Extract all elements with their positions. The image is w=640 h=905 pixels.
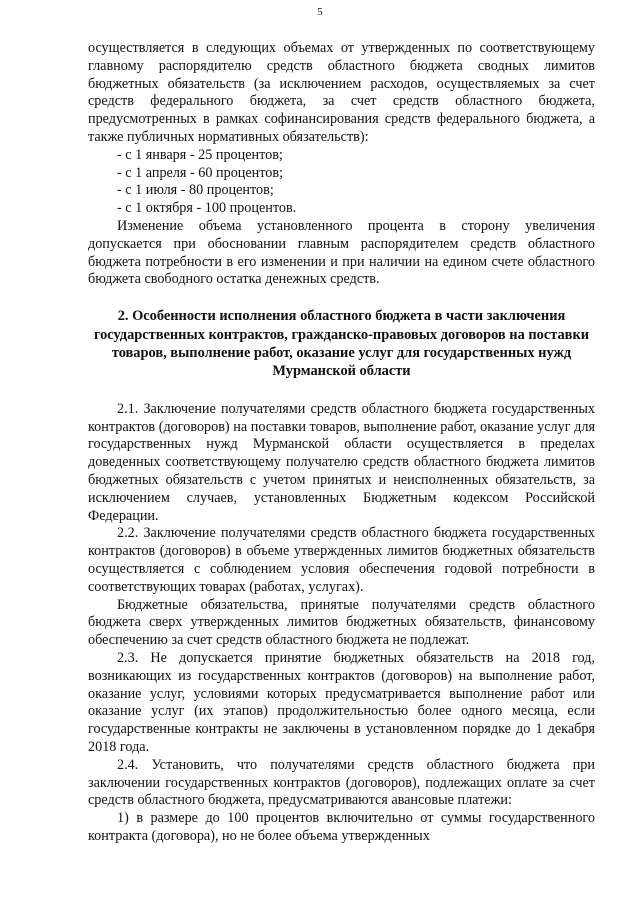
list-item: - с 1 октября - 100 процентов. <box>117 200 297 217</box>
page-number: 5 <box>317 6 323 18</box>
paragraph-2-1: 2.1. Заключение получателями средств областного бюджета государственных контрактов (договоров) на поставки товаров, выполнение работ, оказание услуг для государственных нужд Мурманской области осуществляется в пределах доведенных соответствующему получателю средств областного бюджета лимитов бюджетных обязательств с учетом принятых и неисполненных обязательств, за исключением случаев, установленных Бюджетным кодексом Российской Федерации. <box>88 400 595 524</box>
intro-paragraph: осуществляется в следующих объемах от утвержденных по соответствующему главному распорядителю средств областного бюджета сводных лимитов бюджетных обязательств (за исключением расходов, осуществляемых за счет средств федерального бюджета, за счет средств областного бюджета, предусмотренных в рамках софинансирования средств федерального бюджета, а также публичных нормативных обязательств): <box>88 40 595 145</box>
list-item: - с 1 апреля - 60 процентов; <box>117 164 284 181</box>
paragraph-2-4-item-1: 1) в размере до 100 процентов включительно от суммы государственного контракта (договора), но не более объема утвержденных <box>88 810 595 844</box>
paragraph-2-3: 2.3. Не допускается принятие бюджетных обязательств на 2018 год, возникающих из государственных контрактов (договоров) на выполнение работ, оказание услуг, условиями которых предусматривается выполнение работ или оказание услуг (их этапов) продолжительностью более одного месяца, если государственные контракты не заключены в установленном порядке до 1 декабря 2018 года. <box>88 649 595 755</box>
document-page <box>88 40 595 846</box>
paragraph-2-4: 2.4. Установить, что получателями средств областного бюджета при заключении государственных контрактов (договоров), подлежащих оплате за счет средств областного бюджета, предусматриваются авансовые платежи: <box>88 756 595 809</box>
section-2-heading: 2. Особенности исполнения областного бюджета в части заключения государственных контрактов, гражданско-правовых договоров на поставки товаров, выполнение работ, оказание услуг для государственных нужд Мурманской области <box>93 308 590 380</box>
list-item: - с 1 июля - 80 процентов; <box>117 182 274 199</box>
change-note-paragraph: Изменение объема установленного процента в сторону увеличения допускается при обосновании главным распорядителем средств областного бюджета потребности в его изменении и при наличии на едином счете областного бюджета свободного остатка денежных средств. <box>88 217 595 288</box>
paragraph-2-2: 2.2. Заключение получателями средств областного бюджета государственных контрактов (договоров) в объеме утвержденных лимитов бюджетных обязательств осуществляется с соблюдением условия обеспечения годовой потребности в соответствующих товарах (работах, услугах). <box>88 525 595 595</box>
paragraph-2-2-obligations: Бюджетные обязательства, принятые получателями средств областного бюджета сверх утвержденных лимитов бюджетных обязательств, финансовому обеспечению за счет средств областного бюджета не подлежат. <box>88 596 595 649</box>
percentage-schedule-list <box>88 147 595 218</box>
list-item: - с 1 января - 25 процентов; <box>117 146 283 163</box>
